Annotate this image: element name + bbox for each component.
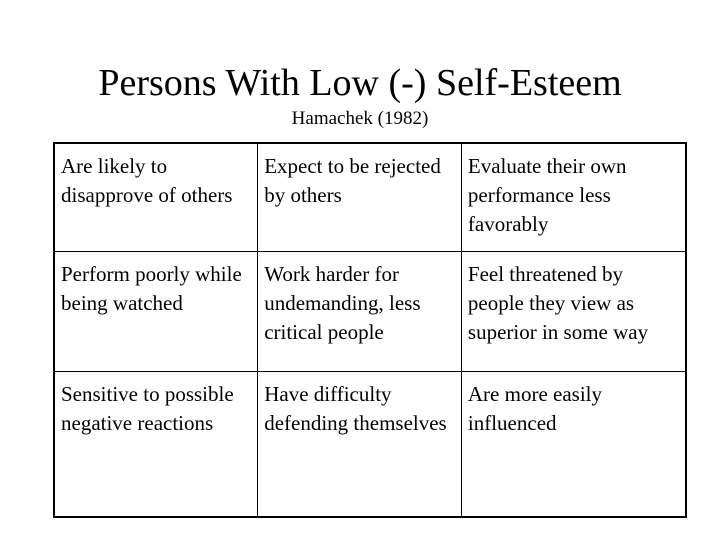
table-row xyxy=(54,143,686,252)
cell-text: Evaluate their own performance less favorably xyxy=(467,154,627,236)
cell-text: Work harder for undemanding, less critical people xyxy=(264,262,421,344)
table-cell xyxy=(54,252,258,372)
cell-text: Feel threatened by people they view as superior in some way xyxy=(467,262,649,344)
table-cell xyxy=(258,252,462,372)
cell-text: Sensitive to possible negative reactions xyxy=(61,382,234,435)
table-cell xyxy=(258,372,462,518)
table-cell xyxy=(461,252,686,372)
cell-text: Expect to be rejected by others xyxy=(264,154,441,207)
slide-subtitle: Hamachek (1982) xyxy=(291,108,429,129)
table-row xyxy=(54,252,686,372)
slide-title: Persons With Low (-) Self-Esteem xyxy=(98,62,622,104)
table-cell xyxy=(461,372,686,518)
table-cell xyxy=(258,143,462,252)
cell-text: Are likely to disapprove of others xyxy=(61,154,233,207)
table-cell xyxy=(461,143,686,252)
cell-text: Have difficulty defending themselves xyxy=(264,382,447,435)
table-row xyxy=(54,372,686,518)
cell-text: Are more easily influenced xyxy=(467,382,603,435)
table-cell xyxy=(54,372,258,518)
table-cell xyxy=(54,143,258,252)
cell-text: Perform poorly while being watched xyxy=(61,262,242,315)
traits-table xyxy=(53,142,687,518)
